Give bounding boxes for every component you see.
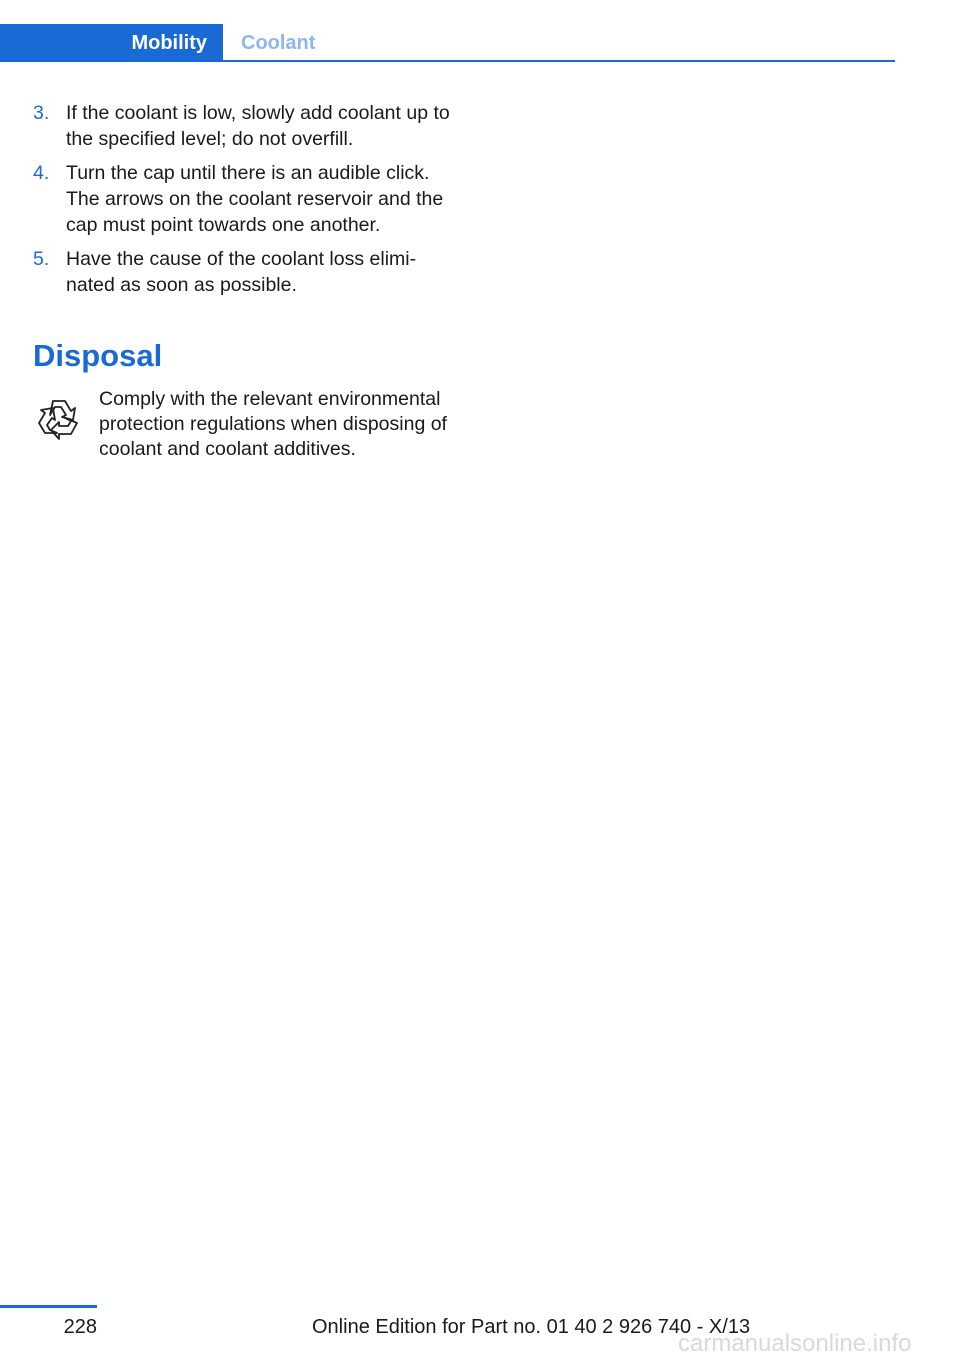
- list-item: [33, 160, 453, 238]
- list-item: [33, 100, 453, 152]
- step-number: 3.: [33, 102, 50, 124]
- watermark: carmanualsonline.info: [678, 1330, 912, 1357]
- page-number: 228: [63, 1316, 97, 1338]
- breadcrumb-coolant[interactable]: Coolant: [241, 31, 316, 54]
- step-text: If the coolant is low, slowly add coolant up to the specified level; do not overfill.: [66, 102, 450, 150]
- recycle-icon: [33, 393, 85, 445]
- step-text: Turn the cap until there is an audible click. The arrows on the coolant reservoir and the cap must point towards one another.: [66, 162, 444, 236]
- disposal-text: Comply with the relevant environmental protection regulations when disposing of coolant and coolant additives.: [99, 388, 447, 460]
- edition-text: Online Edition for Part no. 01 40 2 926 740 - X/13: [312, 1316, 751, 1338]
- footer-line: [0, 1305, 97, 1308]
- list-item: [33, 246, 453, 298]
- section-title: Disposal: [33, 338, 163, 373]
- step-number: 5.: [33, 248, 50, 270]
- disposal-note: [33, 387, 453, 462]
- header-bar: [0, 24, 895, 62]
- step-number: 4.: [33, 162, 50, 184]
- steps-list: [33, 100, 453, 306]
- breadcrumb-mobility[interactable]: Mobility: [0, 24, 223, 62]
- step-text: Have the cause of the coolant loss eliminated as soon as possible.: [66, 248, 417, 296]
